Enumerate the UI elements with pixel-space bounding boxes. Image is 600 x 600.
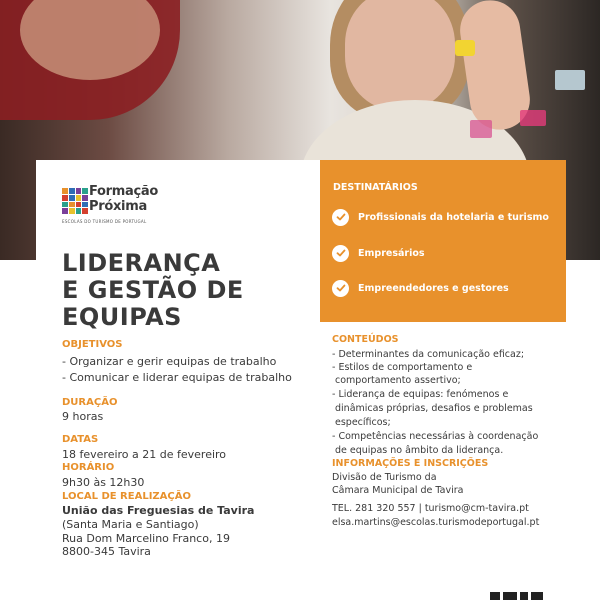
- conteudo-line: - Liderança de equipas: fenómenos e: [332, 389, 509, 400]
- email-link[interactable]: elsa.martins@escolas.turismodeportugal.pt: [332, 517, 540, 528]
- duracao-value: 9 horas: [62, 410, 104, 423]
- informacoes-line1: Divisão de Turismo da: [332, 472, 437, 483]
- formacao-proxima-logo: [62, 184, 182, 230]
- destinatario-text: Profissionais da hotelaria e turismo: [358, 211, 549, 223]
- logo-grid-square: [62, 208, 68, 214]
- horario-value: 9h30 às 12h30: [62, 476, 145, 489]
- check-icon: [332, 280, 349, 297]
- check-icon: [332, 209, 349, 226]
- destinatarios-label: DESTINATÁRIOS: [333, 182, 418, 193]
- local-label: LOCAL DE REALIZAÇÃO: [62, 491, 191, 502]
- destinatario-item: [332, 277, 509, 299]
- logo-grid-square: [82, 188, 88, 194]
- informacoes-line2: Câmara Municipal de Tavira: [332, 485, 464, 496]
- logo-grid-square: [76, 208, 82, 214]
- sticky-note: [555, 70, 585, 90]
- local-line3: 8800-345 Tavira: [62, 545, 151, 558]
- logo-grid-icon: [62, 188, 88, 214]
- conteudo-line: de equipas no âmbito da liderança.: [335, 445, 504, 456]
- logo-grid-square: [62, 188, 68, 194]
- sticky-note: [520, 110, 546, 126]
- check-icon: [332, 245, 349, 262]
- local-line1: (Santa Maria e Santiago): [62, 518, 199, 531]
- logo-grid-square: [69, 188, 75, 194]
- photo-woman-face: [345, 0, 455, 110]
- conteudo-line: específicos;: [335, 417, 391, 428]
- logo-grid-square: [62, 202, 68, 208]
- destinatarios-panel: [320, 160, 566, 322]
- footer-logo-mark: [490, 592, 550, 600]
- logo-grid-square: [69, 202, 75, 208]
- logo-line2: Próxima: [89, 199, 147, 214]
- logo-grid-square: [69, 208, 75, 214]
- conteudo-line: - Determinantes da comunicação eficaz;: [332, 349, 525, 360]
- logo-grid-square: [76, 202, 82, 208]
- logo-grid-square: [69, 195, 75, 201]
- objetivos-label: OBJETIVOS: [62, 339, 123, 350]
- title-line3: EQUIPAS: [62, 303, 182, 331]
- logo-tagline: ESCOLAS DO TURISMO DE PORTUGAL: [62, 219, 147, 224]
- sticky-note: [455, 40, 475, 56]
- local-name: União das Freguesias de Tavira: [62, 504, 255, 517]
- logo-grid-square: [82, 195, 88, 201]
- conteudo-line: - Estilos de comportamento e: [332, 362, 473, 373]
- destinatario-item: [332, 242, 425, 264]
- conteudo-line: - Competências necessárias à coordenação: [332, 431, 539, 442]
- datas-label: DATAS: [62, 434, 99, 445]
- horario-label: HORÁRIO: [62, 462, 115, 473]
- datas-value: 18 fevereiro a 21 de fevereiro: [62, 448, 227, 461]
- title-line1: LIDERANÇA: [62, 249, 221, 277]
- logo-line1: Formação: [89, 184, 159, 199]
- destinatario-text: Empreendedores e gestores: [358, 282, 509, 294]
- duracao-label: DURAÇÃO: [62, 397, 118, 408]
- course-title: [62, 250, 312, 331]
- title-line2: E GESTÃO DE: [62, 276, 244, 304]
- informacoes-label: INFORMAÇÕES E INSCRIÇÕES: [332, 458, 489, 469]
- conteudo-line: dinâmicas próprias, desafios e problemas: [335, 403, 533, 414]
- conteudos-label: CONTEÚDOS: [332, 334, 399, 345]
- local-line2: Rua Dom Marcelino Franco, 19: [62, 532, 230, 545]
- objetivo-item: - Organizar e gerir equipas de trabalho: [62, 355, 277, 368]
- conteudo-line: comportamento assertivo;: [335, 375, 461, 386]
- destinatario-text: Empresários: [358, 247, 425, 259]
- logo-grid-square: [82, 202, 88, 208]
- objetivo-item: - Comunicar e liderar equipas de trabalho: [62, 371, 292, 384]
- sticky-note: [470, 120, 492, 138]
- destinatario-item: [332, 206, 549, 228]
- logo-grid-square: [76, 188, 82, 194]
- logo-grid-square: [62, 195, 68, 201]
- contact-line[interactable]: TEL. 281 320 557 | turismo@cm-tavira.pt: [332, 503, 529, 514]
- logo-grid-square: [82, 208, 88, 214]
- logo-grid-square: [76, 195, 82, 201]
